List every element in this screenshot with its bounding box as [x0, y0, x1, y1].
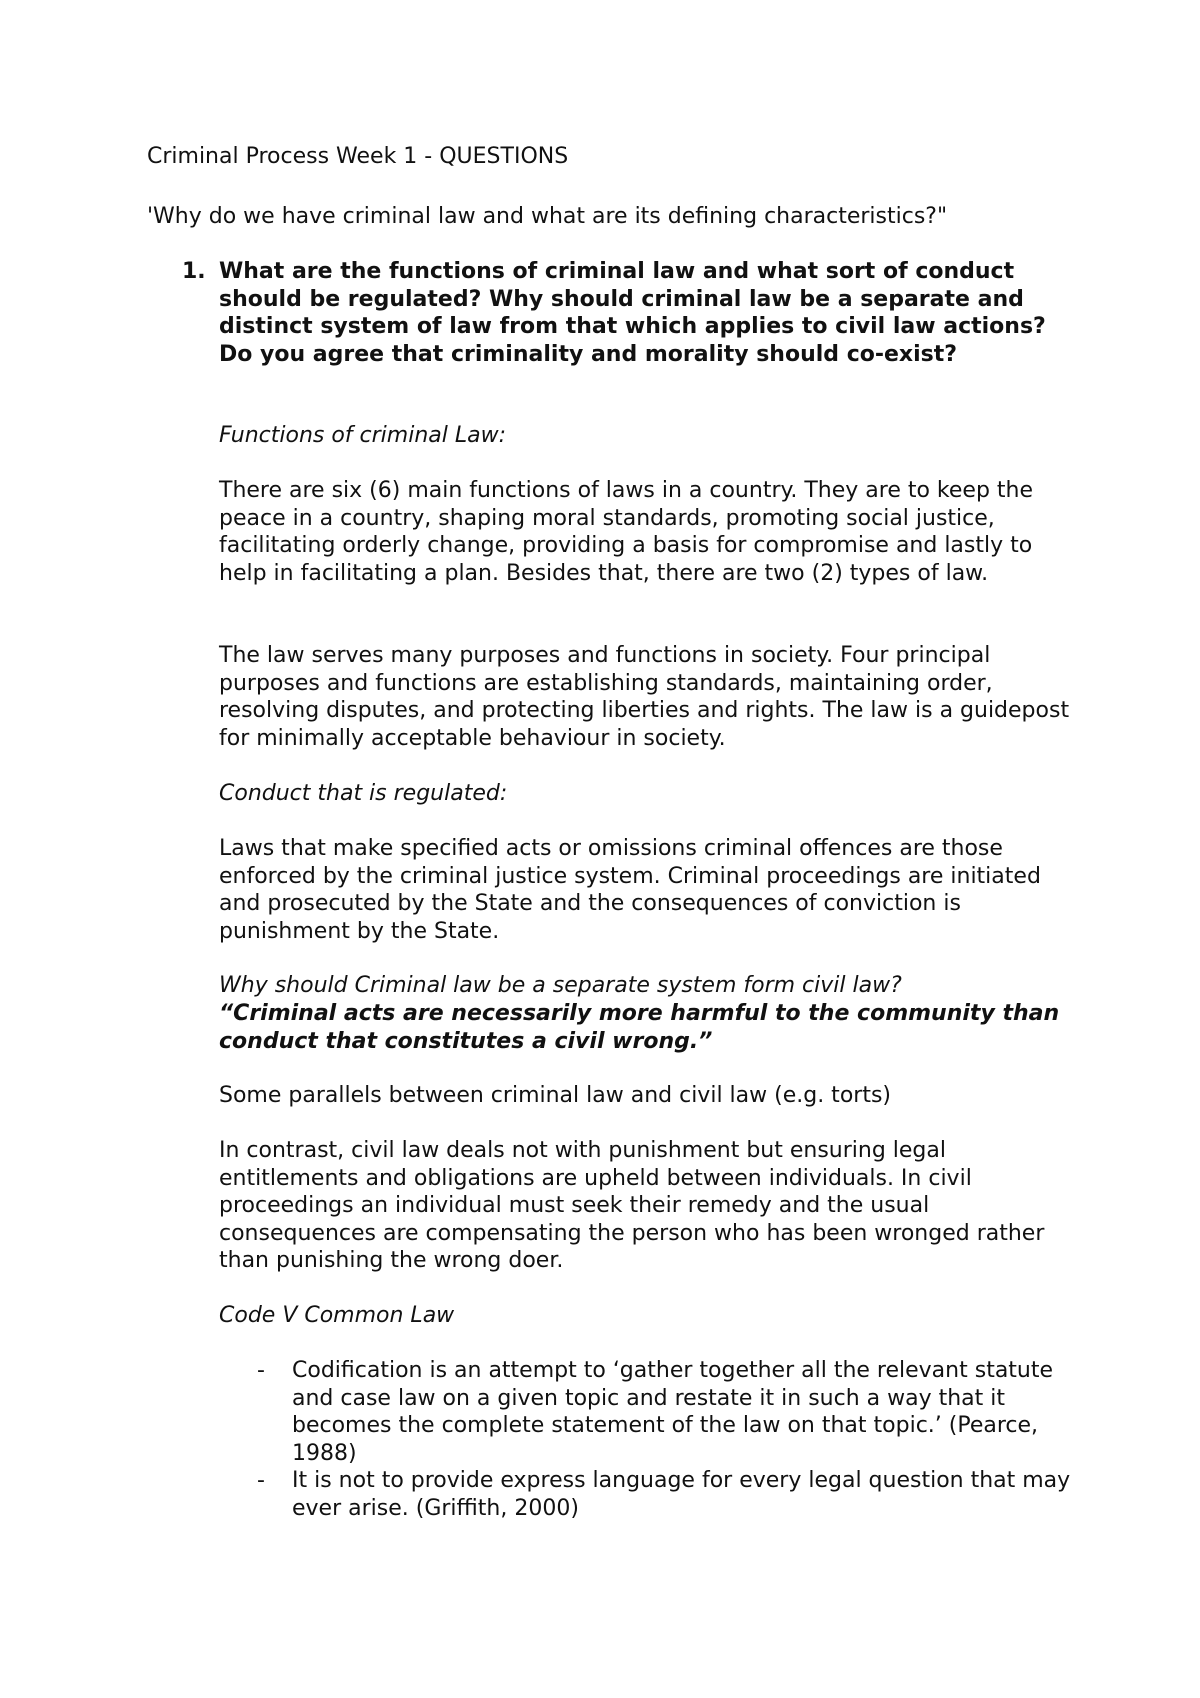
- separate-system-quote: “Criminal acts are necessarily more harmful to the community than conduct that constitutes a civil wrong.”: [219, 1001, 1060, 1054]
- functions-paragraph-1: There are six (6) main functions of laws in a country. They are to keep the peace in a country, shaping moral standards, promoting social justice, facilitating orderly change, providing a basis for compromise and lastly to help in facilitating a plan. Besides that, there are two (2) types of law.: [219, 478, 1034, 586]
- bullet-dash: -: [257, 1358, 265, 1383]
- functions-paragraph-2: The law serves many purposes and functions in society. Four principal purposes and functions are establishing standards, maintaining order, resolving disputes, and protecting liberties and rights. The law is a guidepost for minimally acceptable behaviour in society.: [219, 643, 1070, 751]
- guiding-question: 'Why do we have criminal law and what are its defining characteristics?": [147, 204, 948, 229]
- question-number: 1.: [182, 259, 206, 284]
- parallels-paragraph: Some parallels between criminal law and civil law (e.g. torts): [219, 1083, 891, 1108]
- conduct-heading: Conduct that is regulated:: [219, 781, 508, 806]
- question-text: What are the functions of criminal law and what sort of conduct should be regulated? Why should criminal law be a separate and distinct system of law from that which applies to civil law actions? Do you agree that criminality and morality should co-exist?: [219, 259, 1046, 367]
- bullet-item: Codification is an attempt to ‘gather together all the relevant statute and case law on a given topic and restate it in such a way that it becomes the complete statement of the law on that topic.’ (Pearce, 1988): [292, 1358, 1054, 1466]
- separate-system-heading: Why should Criminal law be a separate system form civil law?: [219, 973, 902, 998]
- conduct-paragraph: Laws that make specified acts or omissions criminal offences are those enforced by the criminal justice system. Criminal proceedings are initiated and prosecuted by the State and the consequences of conviction is punishment by the State.: [219, 836, 1041, 944]
- bullet-item: It is not to provide express language for every legal question that may ever arise. (Griffith, 2000): [292, 1468, 1071, 1521]
- functions-heading: Functions of criminal Law:: [219, 423, 507, 448]
- page-title: Criminal Process Week 1 - QUESTIONS: [147, 144, 569, 169]
- code-v-common-law-heading: Code V Common Law: [219, 1303, 455, 1328]
- contrast-paragraph: In contrast, civil law deals not with punishment but ensuring legal entitlements and obligations are upheld between individuals. In civil proceedings an individual must seek their remedy and the usual consequences are compensating the person who has been wronged rather than punishing the wrong doer.: [219, 1138, 1045, 1273]
- bullet-dash: -: [257, 1468, 265, 1493]
